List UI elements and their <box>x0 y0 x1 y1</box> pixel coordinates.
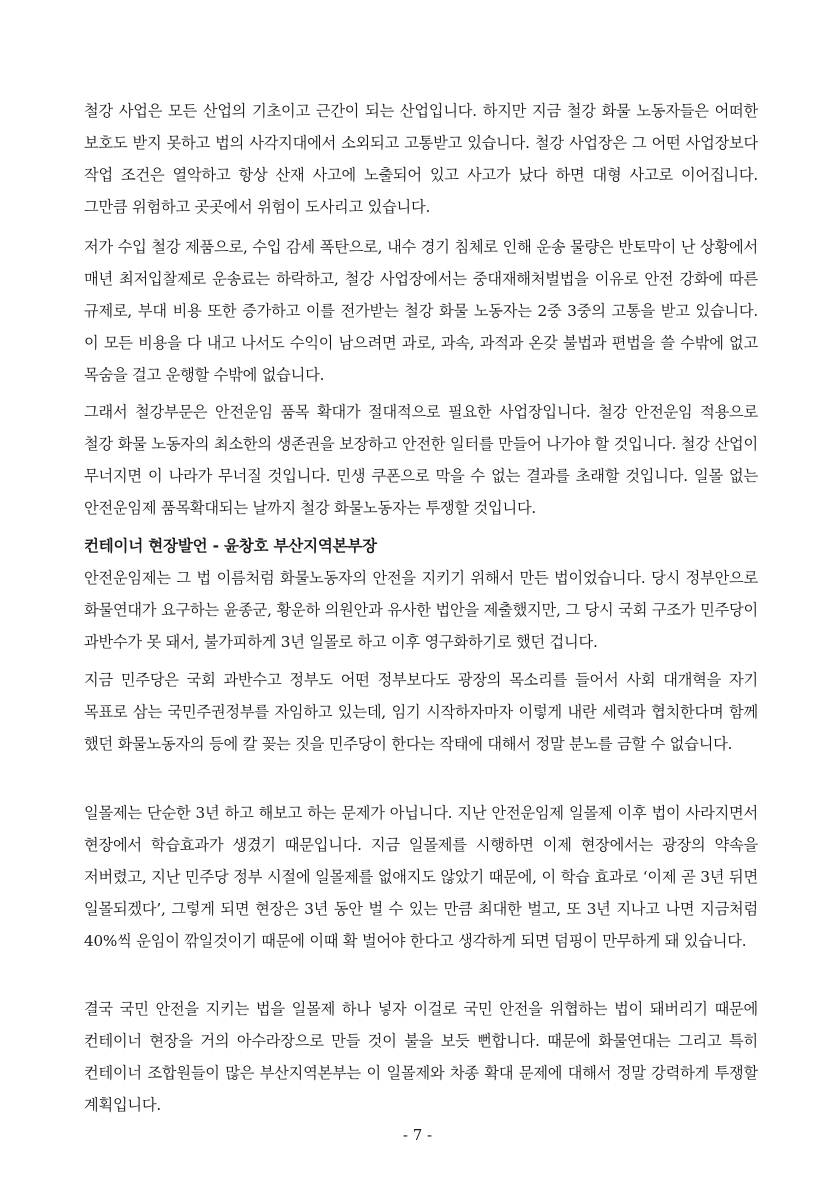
section-heading-container-speech: 컨테이너 현장발언 - 윤창호 부산지역본부장 <box>84 537 377 555</box>
paragraph-sunset-clause: 일몰제는 단순한 3년 하고 해보고 하는 문제가 아닙니다. 지난 안전운임제 일몰제 이후 법이 사라지면서 현장에서 학습효과가 생겼기 때문입니다. 지금 일몰제를 시행하면 이제 현장에서는 광장의 약속을 저버렸고, 지난 민주당 정부 시절에 일몰제를 없애지도 않았기 때문에, 이 학습 효과로 ‘이제 곧 3년 뒤면 일몰되겠다’, 그렇게 되면 현장은 3년 동안 벌 수 있는 만큼 최대한 벌고, 또 3년 지나고 나면 지금처럼 40%씩 운임이 깎일것이기 때문에 이때 확 벌어야 한다고 생각하게 되면 덤핑이 만무하게 돼 있습니다. <box>84 804 758 950</box>
paragraph-struggle-plan: 결국 국민 안전을 지키는 법을 일몰제 하나 넣자 이걸로 국민 안전을 위협하는 법이 돼버리기 때문에 컨테이너 현장을 거의 아수라장으로 만들 것이 불을 보듯 뻔합니다. 때문에 화물연대는 그리고 특히 컨테이너 조합원들이 많은 부산지역본부는 이 일몰제와 차종 확대 문제에 대해서 정말 강력하게 투쟁할 계획입니다. <box>84 1000 758 1114</box>
paragraph-safe-freight-law: 안전운임제는 그 법 이름처럼 화물노동자의 안전을 지키기 위해서 만든 법이었습니다. 당시 정부안으로 화물연대가 요구하는 윤종군, 황운하 의원안과 유사한 법안을 제출했지만, 그 당시 국회 구조가 민주당이 과반수가 못 돼서, 불가피하게 3년 일몰로 하고 이후 영구화하기로 했던 겁니다. <box>84 569 758 651</box>
paragraph-steel-safe-freight: 그래서 철강부문은 안전운임 품목 확대가 절대적으로 필요한 사업장입니다. 철강 안전운임 적용으로 철강 화물 노동자의 최소한의 생존권을 보장하고 안전한 일터를 만들어 나가야 할 것입니다. 철강 산업이 무너지면 이 나라가 무너질 것입니다. 민생 쿠폰으로 막을 수 없는 결과를 초래할 것입니다. 일몰 없는 안전운임제 품목확대되는 날까지 철강 화물노동자는 투쟁할 것입니다. <box>84 403 758 517</box>
paragraph-steel-industry: 철강 사업은 모든 산업의 기초이고 근간이 되는 산업입니다. 하지만 지금 철강 화물 노동자들은 어떠한 보호도 받지 못하고 법의 사각지대에서 소외되고 고통받고 있습니다. 철강 사업장은 그 어떤 사업장보다 작업 조건은 열악하고 항상 산재 사고에 노출되어 있고 사고가 났다 하면 대형 사고로 이어집니다. 그만큼 위험하고 곳곳에서 위험이 도사리고 있습니다. <box>84 102 758 216</box>
paragraph-steel-costs: 저가 수입 철강 제품으로, 수입 감세 폭탄으로, 내수 경기 침체로 인해 운송 물량은 반토막이 난 상황에서 매년 최저입찰제로 운송료는 하락하고, 철강 사업장에서는 중대재해처벌법을 이유로 안전 강화에 따른 규제로, 부대 비용 또한 증가하고 이를 전가받는 철강 화물 노동자는 2중 3중의 고통을 받고 있습니다. 이 모든 비용을 다 내고 나서도 수익이 남으려면 과로, 과속, 과적과 온갖 불법과 편법을 쓸 수밖에 없고 목숨을 걸고 운행할 수밖에 없습니다. <box>84 238 758 384</box>
paragraph-democratic-party: 지금 민주당은 국회 과반수고 정부도 어떤 정부보다도 광장의 목소리를 들어서 사회 대개혁을 자기 목표로 삼는 국민주권정부를 자임하고 있는데, 임기 시작하자마자 이렇게 내란 세력과 협치한다며 함께 했던 화물노동자의 등에 칼 꽂는 짓을 민주당이 한다는 작태에 대해서 정말 분노를 금할 수 없습니다. <box>84 671 758 753</box>
page-number: - 7 - <box>402 1126 433 1144</box>
